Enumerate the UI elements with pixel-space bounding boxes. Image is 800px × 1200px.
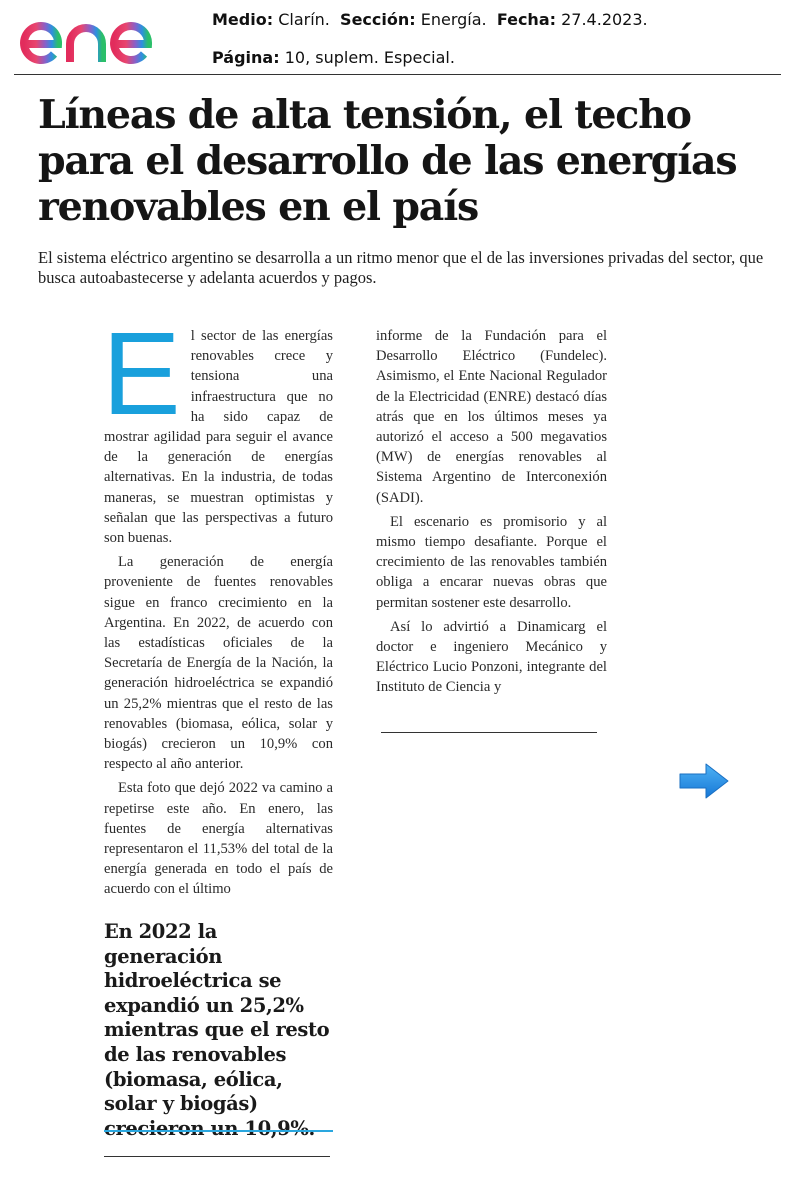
article-subhead: El sistema eléctrico argentino se desarrolla a un ritmo menor que el de las inversiones privadas del sector, que busca autoabastecerse y adelanta acuerdos y pagos.: [38, 248, 764, 287]
article-headline: Líneas de alta tensión, el techo para el desarrollo de las energías renovables en el país: [38, 92, 737, 230]
enel-logo: [14, 2, 182, 68]
arrow-right-icon[interactable]: [678, 762, 730, 800]
paragraph-1: [102, 308, 333, 548]
drop-cap: E: [102, 308, 181, 440]
metadata-line-1: [212, 10, 648, 29]
pull-quote-blue-rule: [104, 1130, 333, 1132]
paragraph-4: informe de la Fundación para el Desarrollo Eléctrico (Fundelec). Asimismo, el Ente Nacional Regulador de la Electricidad (ENRE) destacó días atrás que en los últimos meses ya autorizó el acceso a 500 megavatios (MW) de energías renovables al Sistema Argentino de Interconexión (SADI).: [376, 328, 607, 506]
header-divider: [14, 74, 781, 75]
paragraph-5: El escenario es promisorio y al mismo tiempo desafiante. Porque el crecimiento de las renovables también obliga a encarar nuevas obras que permitan sostener este desarrollo.: [376, 513, 607, 611]
medio-value: Clarín.: [278, 10, 330, 29]
paragraph-6: Así lo advirtió a Dinamicarg el doctor e ingeniero Mecánico y Eléctrico Lucio Ponzoni, integrante del Instituto de Ciencia y: [376, 618, 607, 696]
seccion-label: Sección:: [340, 10, 416, 29]
paragraph-3: Esta foto que dejó 2022 va camino a repetirse este año. En enero, las fuentes de energía alternativas representaron el 11,53% del total de la energía generada en todo el país de acuerdo con el último: [104, 780, 333, 898]
medio-label: Medio:: [212, 10, 274, 29]
column-end-divider: [381, 732, 597, 733]
pull-quote-black-rule: [104, 1156, 330, 1157]
pagina-value: 10, suplem. Especial.: [284, 48, 455, 67]
article-column-right: [376, 326, 607, 698]
fecha-value: 27.4.2023.: [561, 10, 648, 29]
metadata-line-2: [212, 48, 455, 67]
fecha-label: Fecha:: [496, 10, 557, 29]
pull-quote: En 2022 la generación hidroeléctrica se expandió un 25,2% mientras que el resto de las renovables (biomasa, eólica, solar y biogás) crecieron un 10,9%.: [104, 920, 330, 1140]
paragraph-1-text: l sector de las energías renovables crece y tensiona una infraestructura que no ha sido capaz de mostrar agilidad para seguir el avance de la generación de energías alternativas. En la industria, de todas maneras, se muestran optimistas y señalan que las perspectivas a futuro son buenas.: [104, 328, 333, 547]
pagina-label: Página:: [212, 48, 280, 67]
paragraph-2: La generación de energía proveniente de fuentes renovables sigue en franco crecimiento en la Argentina. En 2022, de acuerdo con las estadísticas oficiales de la Secretaría de Energía de la Nación, la generación hidroeléctrica se expandió un 25,2% mientras que el resto de las renovables (biomasa, eólica, solar y biogás) crecieron un 10,9% con respecto al año anterior.: [104, 554, 333, 773]
article-column-left: [102, 308, 333, 900]
seccion-value: Energía.: [420, 10, 487, 29]
